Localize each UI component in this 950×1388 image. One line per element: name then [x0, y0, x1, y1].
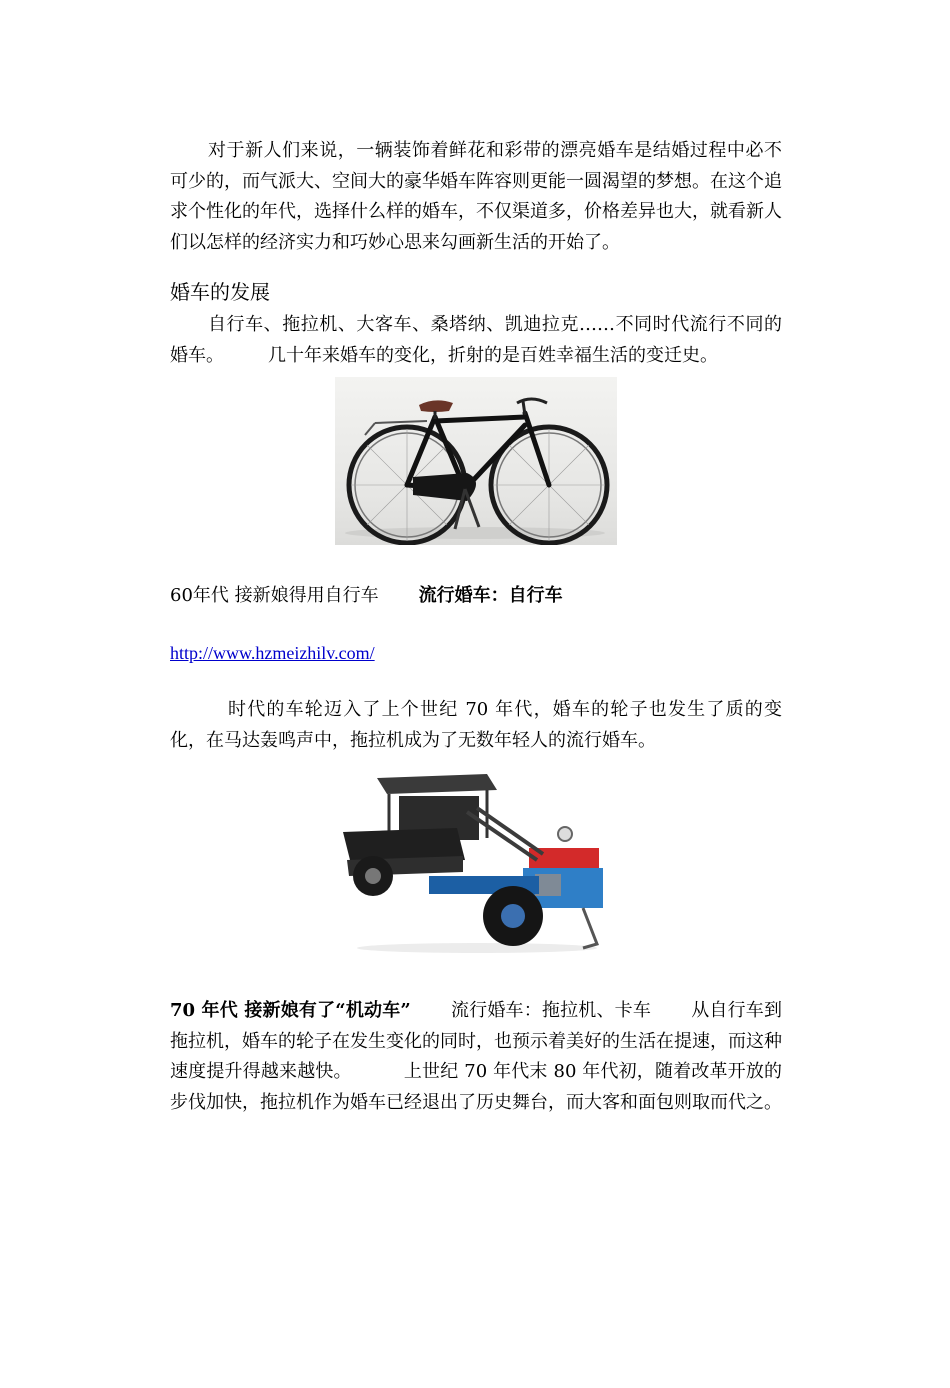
era70-text-a: 从自行车到拖拉机，婚车的轮子在发生变化的同时，也预示着美好的生活在提速，而这种速度提升得越来越快。	[170, 1000, 782, 1082]
era70-popular-car: 流行婚车：拖拉机、卡车	[450, 1000, 652, 1021]
era70-text-b: 上世纪 70 年代末 80 年代初，随着改革开放的步伐加快，拖拉机作为婚车已经退出了历史舞台，而大客和面包则取而代之。	[170, 1061, 783, 1113]
era60-popular-car: 流行婚车：自行车	[418, 585, 563, 606]
bicycle-image	[335, 377, 617, 545]
development-text-a: 自行车、拖拉机、大客车、桑塔纳、凯迪拉克……不同时代流行不同的婚车。	[170, 314, 782, 366]
era70-paragraph: 时代的车轮迈入了上个世纪 70 年代，婚车的轮子也发生了质的变化，在马达轰鸣声中，拖拉机成为了无数年轻人的流行婚车。	[170, 699, 782, 751]
section-heading: 婚车的发展	[170, 280, 270, 304]
source-link[interactable]: http://www.hzmeizhilv.com/	[170, 642, 375, 663]
intro-paragraph: 对于新人们来说，一辆装饰着鲜花和彩带的漂亮婚车是结婚过程中必不可少的，而气派大、空间大的豪华婚车阵容则更能一圆渴望的梦想。在这个追求个性化的年代，选择什么样的婚车，不仅渠道多，价格差异也大，就看新人们以怎样的经济实力和巧妙心思来勾画新生活的开始了。	[170, 140, 782, 253]
era70-summary-paragraph	[170, 996, 782, 1118]
link-line	[170, 638, 782, 670]
development-paragraph	[170, 310, 782, 371]
tractor-image	[337, 768, 615, 958]
development-text-b: 几十年来婚车的变化，折射的是百姓幸福生活的变迁史。	[268, 344, 718, 366]
era60-caption	[170, 581, 782, 612]
era70-bold-intro: 70 年代 接新娘有了“机动车”	[170, 1000, 411, 1021]
era60-caption-text: 60年代 接新娘得用自行车	[170, 585, 379, 606]
document-page	[170, 136, 782, 1118]
